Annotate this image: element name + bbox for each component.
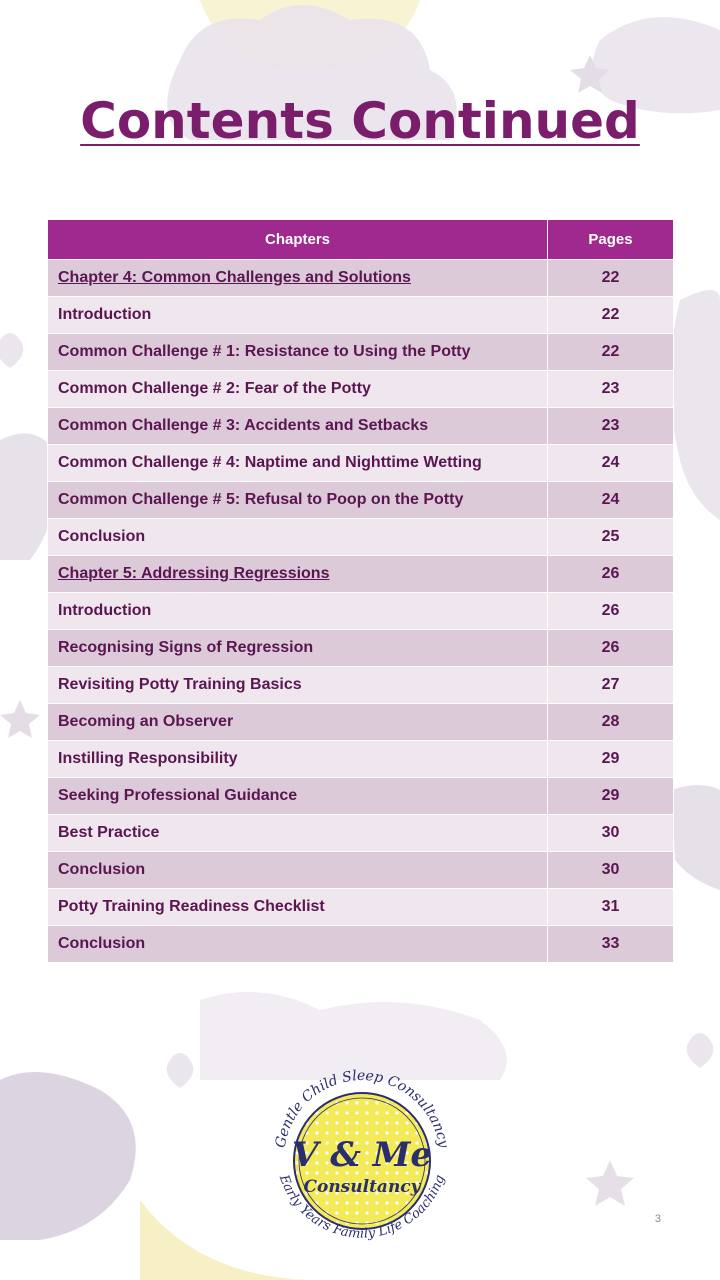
page-cell: 26 (548, 630, 674, 667)
page-cell: 27 (548, 667, 674, 704)
header-chapters: Chapters (48, 220, 548, 260)
page-cell: 22 (548, 334, 674, 371)
section-title: Common Challenge # 2: Fear of the Potty (48, 371, 548, 408)
page-cell: 28 (548, 704, 674, 741)
page-cell: 33 (548, 926, 674, 963)
page-number: 3 (654, 1213, 661, 1225)
section-title: Conclusion (48, 926, 548, 963)
page-cell: 29 (548, 741, 674, 778)
page-cell: 22 (548, 297, 674, 334)
table-row (48, 260, 674, 297)
section-title: Conclusion (48, 519, 548, 556)
table-row (48, 371, 674, 408)
table-row (48, 815, 674, 852)
section-title: Seeking Professional Guidance (48, 778, 548, 815)
page-cell: 25 (548, 519, 674, 556)
table-row (48, 408, 674, 445)
page-cell: 29 (548, 778, 674, 815)
table-row (48, 852, 674, 889)
table-row (48, 704, 674, 741)
page-cell: 31 (548, 889, 674, 926)
page-cell: 23 (548, 371, 674, 408)
section-title: Potty Training Readiness Checklist (48, 889, 548, 926)
table-row (48, 519, 674, 556)
table-header-row (48, 220, 674, 260)
page-title-wrapper (0, 92, 720, 150)
contents-table (47, 219, 674, 963)
table-row (48, 889, 674, 926)
section-title: Common Challenge # 5: Refusal to Poop on the Potty (48, 482, 548, 519)
table-row (48, 297, 674, 334)
page-cell: 30 (548, 815, 674, 852)
table-row (48, 630, 674, 667)
table-row (48, 593, 674, 630)
section-title: Common Challenge # 4: Naptime and Nighttime Wetting (48, 445, 548, 482)
page-cell: 26 (548, 556, 674, 593)
logo-main-text: V & Me (291, 1135, 433, 1175)
section-title: Instilling Responsibility (48, 741, 548, 778)
table-row (48, 556, 674, 593)
page-title: Contents Continued (80, 92, 640, 150)
page-cell: 26 (548, 593, 674, 630)
page-cell: 22 (548, 260, 674, 297)
table-row (48, 741, 674, 778)
table-row (48, 778, 674, 815)
section-title: Becoming an Observer (48, 704, 548, 741)
section-title: Introduction (48, 593, 548, 630)
page-cell: 24 (548, 445, 674, 482)
logo-top-text: Gentle Child Sleep Consultancy (272, 1067, 452, 1150)
logo-bottom-text: Early Years Family Life Coaching (275, 1172, 449, 1242)
section-title: Introduction (48, 297, 548, 334)
table-row (48, 445, 674, 482)
section-title: Conclusion (48, 852, 548, 889)
table-row (48, 926, 674, 963)
section-title: Common Challenge # 1: Resistance to Using the Potty (48, 334, 548, 371)
table-row (48, 667, 674, 704)
page-cell: 23 (548, 408, 674, 445)
section-title: Revisiting Potty Training Basics (48, 667, 548, 704)
table-row (48, 482, 674, 519)
page-cell: 30 (548, 852, 674, 889)
chapter-link[interactable]: Chapter 4: Common Challenges and Solutions (48, 260, 548, 297)
page-cell: 24 (548, 482, 674, 519)
table-row (48, 334, 674, 371)
consultancy-logo (262, 1058, 462, 1258)
chapter-link[interactable]: Chapter 5: Addressing Regressions (48, 556, 548, 593)
section-title: Best Practice (48, 815, 548, 852)
section-title: Recognising Signs of Regression (48, 630, 548, 667)
logo-sub-text: Consultancy (303, 1177, 421, 1197)
header-pages: Pages (548, 220, 674, 260)
section-title: Common Challenge # 3: Accidents and Setbacks (48, 408, 548, 445)
